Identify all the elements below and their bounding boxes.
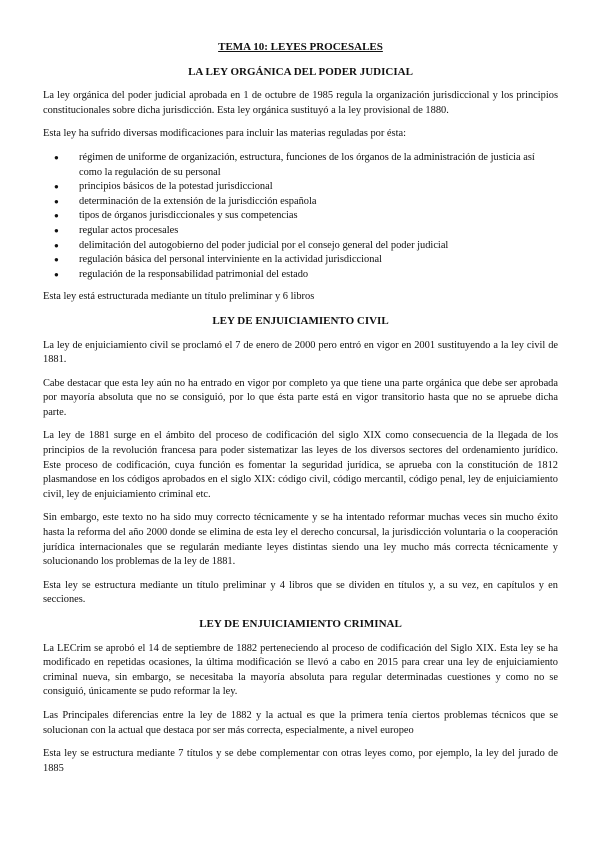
- document-title: TEMA 10: LEYES PROCESALES: [218, 41, 383, 53]
- paragraph: La LECrim se aprobó el 14 de septiembre de 1882 perteneciendo al proceso de codificación del Siglo XIX. Esta ley se ha modificado en repetidas ocasiones, la última modificación se llevó a cabo en 2015 para crear una ley de enjuiciamiento criminal nueva, sin embargo, se necesitaba la mayoría absoluta para regular determinadas cuestiones y como no se consiguió, únicamente se pudo reformar la ley.: [43, 642, 558, 698]
- paragraph: Cabe destacar que esta ley aún no ha entrado en vigor por completo ya que tiene una parte orgánica que debe ser aprobada por mayoría absoluta que no se consiguió, por lo que ésta parte está en vigor transitorio hasta que no se apruebe dicha parte.: [43, 377, 558, 418]
- list-item: ● principios básicos de la potestad jurisdiccional: [79, 180, 558, 195]
- section-heading-lopj: LA LEY ORGÁNICA DEL PODER JUDICIAL: [188, 65, 413, 78]
- paragraph: Esta ley se estructura mediante un título preliminar y 4 libros que se dividen en títulos y, a su vez, en capítulos y en secciones.: [43, 579, 558, 606]
- list-item: ● régimen de uniforme de organización, estructura, funciones de los órganos de la administración de justicia así como la regulación de su personal: [79, 151, 558, 180]
- list-item: ● regulación básica del personal interviniente en la actividad jurisdiccional: [79, 253, 558, 268]
- list-item: ● regular actos procesales: [79, 224, 558, 239]
- list-item: ● tipos de órganos jurisdiccionales y sus competencias: [79, 209, 558, 224]
- paragraph: Esta ley se estructura mediante 7 títulos y se debe complementar con otras leyes como, por ejemplo, la ley del jurado de 1885: [43, 748, 558, 774]
- list-item: ● determinación de la extensión de la jurisdicción española: [79, 195, 558, 210]
- paragraph: La ley orgánica del poder judicial aprobada en 1 de octubre de 1985 regula la organización jurisdiccional y los principios constitucionales sobre dicha jurisdicción. Esta ley orgánica sustituyó a la ley provisional de 1880.: [43, 90, 558, 116]
- paragraph: Esta ley ha sufrido diversas modificaciones para incluir las materias reguladas por ésta:: [43, 128, 406, 140]
- paragraph: La ley de 1881 surge en el ámbito del proceso de codificación del siglo XIX como consecuencia de la llegada de los principios de la revolución francesa para poder sistematizar las leyes de los diversos sectores del ordenamiento jurídico. Este proceso de codificación, cuya función es fomentar la seguridad jurídica, se aprueba con la constitución de 1812 plasmandose en los códigos aprobados en el siglo XIX: código civil, código mercantil, código penal, ley de enjuiciamiento civil, ley de enjuiciamiento criminal etc.: [43, 430, 558, 500]
- paragraph: La ley de enjuiciamiento civil se proclamó el 7 de enero de 2000 pero entró en vigor en 2001 sustituyendo a la ley civil de 1881.: [43, 339, 558, 366]
- paragraph: Las Principales diferencias entre la ley de 1882 y la actual es que la primera tenía ciertos problemas técnicos que se solucionan con la actual que destaca por ser más correcta, especialmente, a nivel europeo: [43, 709, 558, 736]
- paragraph: Sin embargo, este texto no ha sido muy correcto técnicamente y se ha intentado reformar muchas veces sin mucho éxito hasta la reforma del año 2000 donde se elimina de esta ley el derecho concursal, la jurisdicción voluntaria o la cooperación jurídica internacionales que se regularán mediante leyes distintas siendo una ley mucho más correcta técnicamente y solucionando los problemas de la ley de 1881.: [43, 512, 558, 568]
- list-item: ● regulación de la responsabilidad patrimonial del estado: [79, 268, 558, 283]
- paragraph: Esta ley está estructurada mediante un título preliminar y 6 libros: [43, 291, 315, 303]
- section-heading-lecrim: LEY DE ENJUICIAMIENTO CRIMINAL: [199, 618, 402, 630]
- list-item: ● delimitación del autogobierno del poder judicial por el consejo general del poder judicial: [79, 239, 558, 254]
- section-heading-lec: LEY DE ENJUICIAMIENTO CIVIL: [212, 314, 389, 327]
- bullet-list: [43, 151, 558, 282]
